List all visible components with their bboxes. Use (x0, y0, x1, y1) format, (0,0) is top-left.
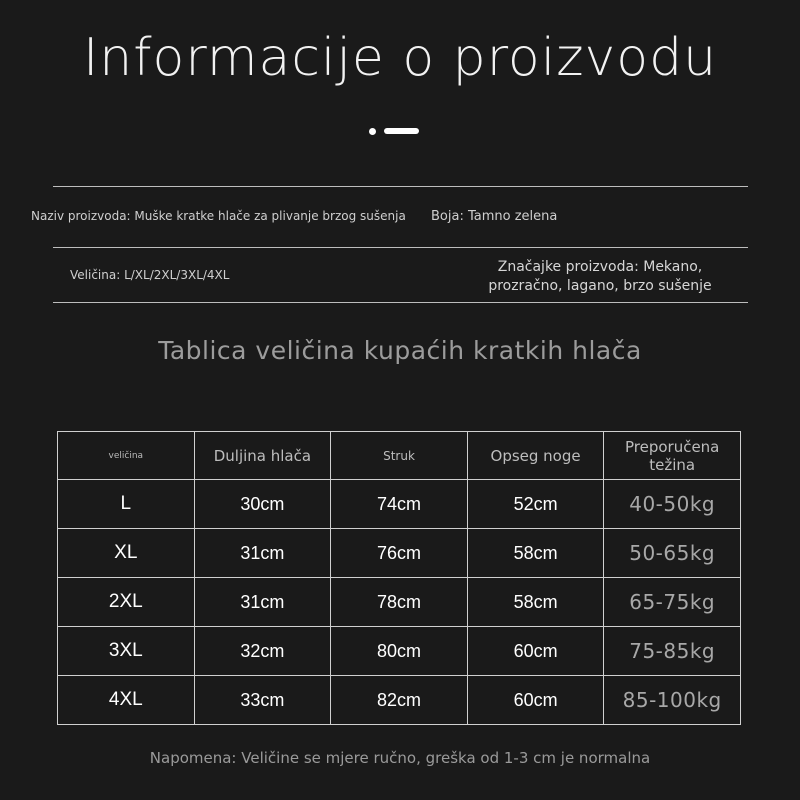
cell-length: 31cm (194, 578, 331, 627)
size-table (57, 431, 741, 725)
size-table-title: Tablica veličina kupaćih kratkih hlača (158, 336, 642, 365)
cell-length: 33cm (194, 676, 331, 725)
table-row (58, 676, 741, 725)
info-divider-middle (53, 247, 748, 248)
product-sizes: Veličina: L/XL/2XL/3XL/4XL (70, 268, 230, 282)
cell-length: 30cm (194, 480, 331, 529)
header-leg: Opseg noge (467, 432, 604, 480)
cell-size: 3XL (58, 627, 195, 676)
divider-bar (384, 128, 419, 134)
table-row (58, 480, 741, 529)
cell-size: XL (58, 529, 195, 578)
cell-waist: 74cm (331, 480, 468, 529)
cell-waist: 80cm (331, 627, 468, 676)
table-row (58, 627, 741, 676)
product-name: Naziv proizvoda: Muške kratke hlače za plivanje brzog sušenja (31, 209, 406, 223)
cell-size: 2XL (58, 578, 195, 627)
table-row (58, 529, 741, 578)
header-size: veličina (58, 432, 195, 480)
cell-weight: 85-100kg (604, 676, 741, 725)
cell-leg: 58cm (467, 529, 604, 578)
cell-weight: 50-65kg (604, 529, 741, 578)
measurement-note: Napomena: Veličine se mjere ručno, greška od 1-3 cm je normalna (149, 749, 651, 767)
page-title: Informacije o proizvodu (82, 28, 718, 88)
header-length: Duljina hlača (194, 432, 331, 480)
table-row (58, 578, 741, 627)
product-features: Značajke proizvoda: Mekano, prozračno, lagano, brzo sušenje (488, 259, 712, 294)
divider-dot (369, 128, 376, 135)
cell-length: 31cm (194, 529, 331, 578)
cell-leg: 58cm (467, 578, 604, 627)
cell-size: L (58, 480, 195, 529)
cell-leg: 52cm (467, 480, 604, 529)
cell-waist: 82cm (331, 676, 468, 725)
cell-waist: 78cm (331, 578, 468, 627)
info-divider-bottom (53, 302, 748, 303)
cell-waist: 76cm (331, 529, 468, 578)
product-color: Boja: Tamno zelena (431, 209, 558, 224)
cell-leg: 60cm (467, 676, 604, 725)
cell-leg: 60cm (467, 627, 604, 676)
cell-weight: 75-85kg (604, 627, 741, 676)
cell-weight: 65-75kg (604, 578, 741, 627)
info-divider-top (53, 186, 748, 187)
header-waist: Struk (331, 432, 468, 480)
cell-weight: 40-50kg (604, 480, 741, 529)
cell-size: 4XL (58, 676, 195, 725)
table-header-row (58, 432, 741, 480)
header-weight: Preporučena težina (604, 432, 741, 480)
cell-length: 32cm (194, 627, 331, 676)
